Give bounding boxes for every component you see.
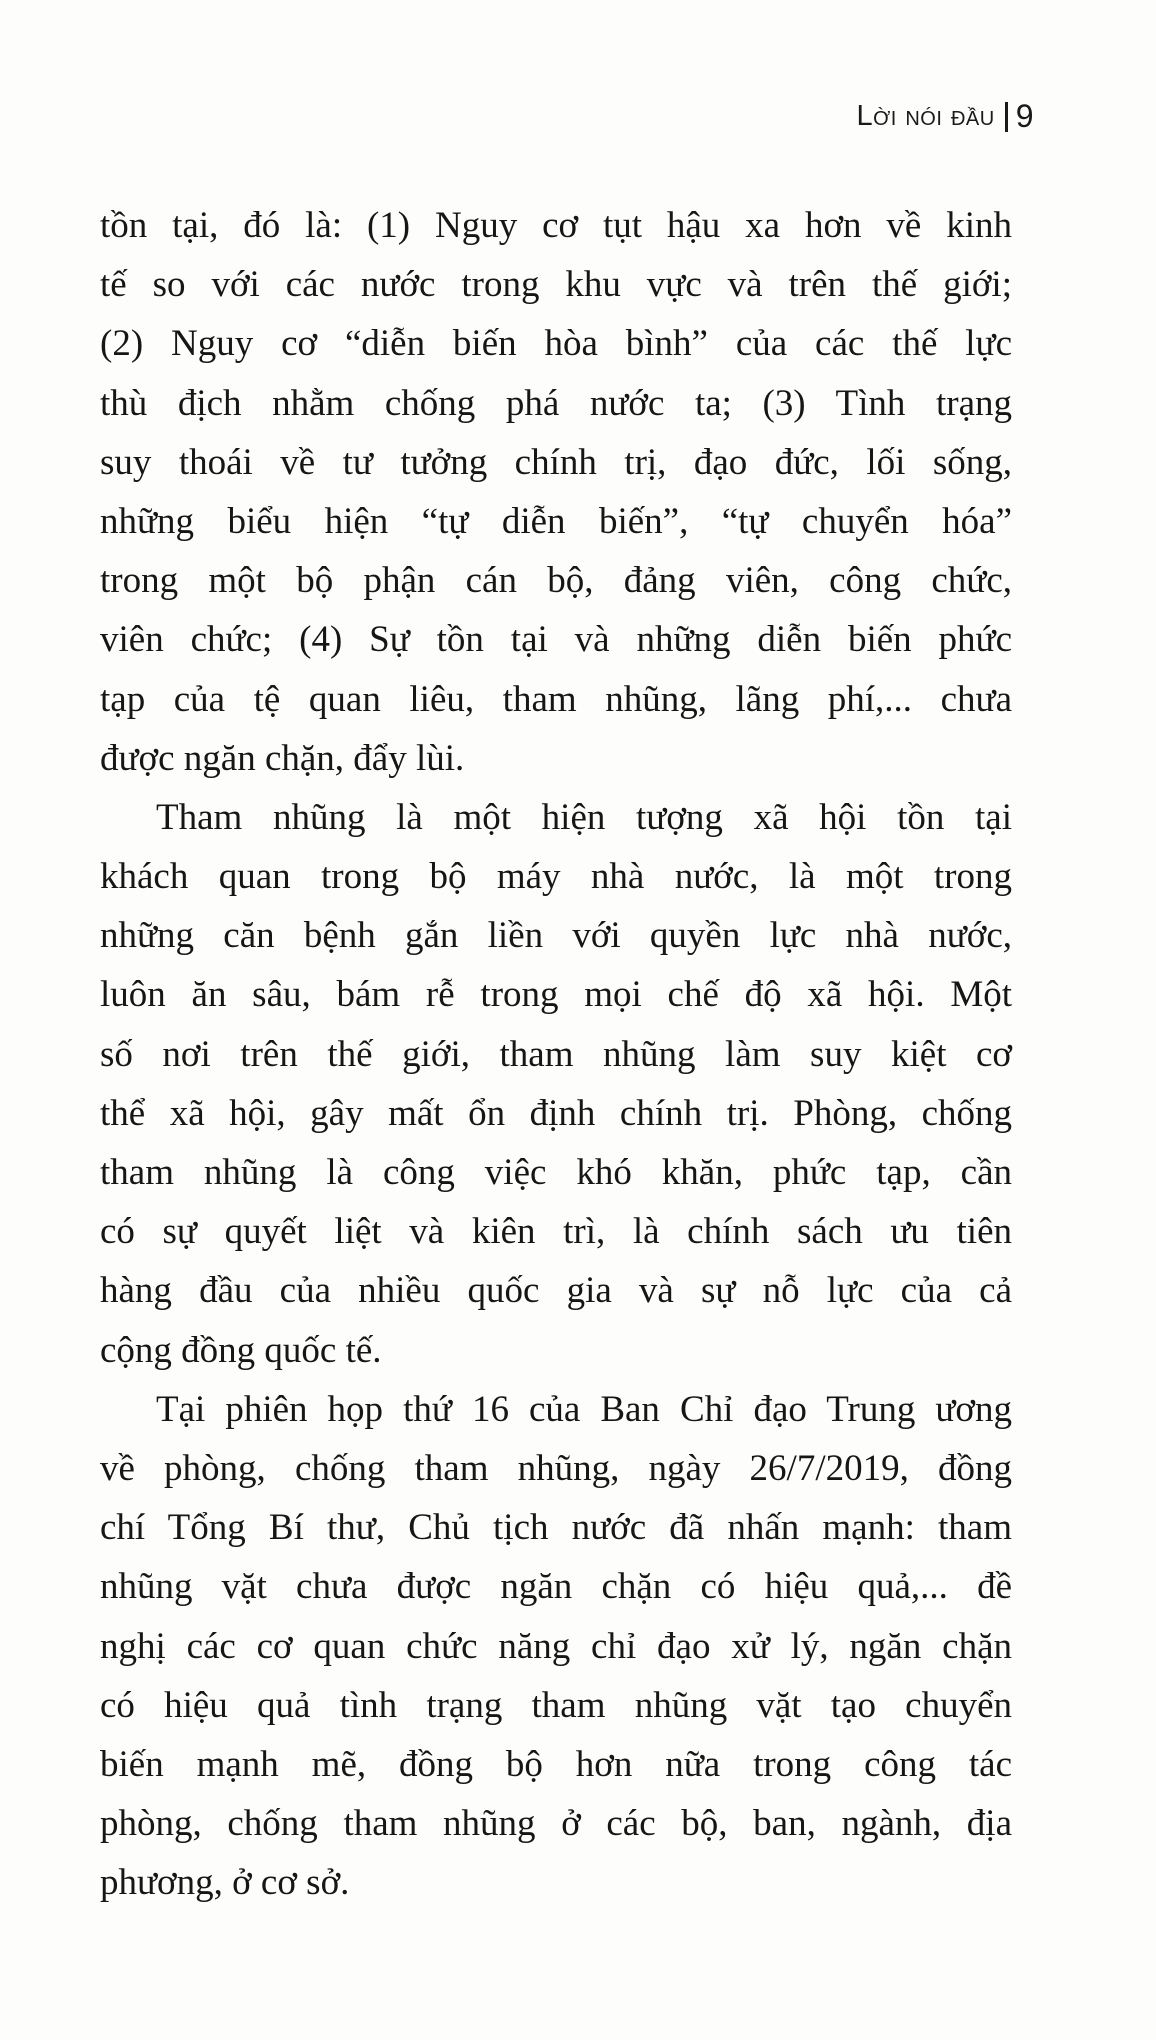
text-line: phòng, chống tham nhũng ở các bộ, ban, ngành, địa bbox=[100, 1803, 1012, 1845]
header-divider bbox=[1005, 102, 1008, 132]
text-line: khách quan trong bộ máy nhà nước, là một trong bbox=[100, 856, 1012, 898]
text-line: số nơi trên thế giới, tham nhũng làm suy kiệt cơ bbox=[100, 1033, 1012, 1075]
text-line: luôn ăn sâu, bám rễ trong mọi chế độ xã hội. Một bbox=[100, 974, 1012, 1016]
text-line: có hiệu quả tình trạng tham nhũng vặt tạo chuyển bbox=[100, 1684, 1012, 1726]
text-line: tồn tại, đó là: (1) Nguy cơ tụt hậu xa hơn về kinh bbox=[100, 205, 1012, 246]
page-number: 9 bbox=[1015, 98, 1034, 134]
paragraph-1 bbox=[100, 196, 1012, 788]
text-line: chí Tổng Bí thư, Chủ tịch nước đã nhấn mạnh: tham bbox=[100, 1507, 1012, 1549]
text-line: hàng đầu của nhiều quốc gia và sự nỗ lực của cả bbox=[100, 1270, 1012, 1312]
text-line: tạp của tệ quan liêu, tham nhũng, lãng phí,... chưa bbox=[100, 678, 1012, 720]
text-line: nghị các cơ quan chức năng chỉ đạo xử lý, ngăn chặn bbox=[100, 1625, 1012, 1667]
text-line: những căn bệnh gắn liền với quyền lực nhà nước, bbox=[100, 915, 1012, 957]
text-line: có sự quyết liệt và kiên trì, là chính sách ưu tiên bbox=[100, 1211, 1012, 1253]
text-line: viên chức; (4) Sự tồn tại và những diễn biến phức bbox=[100, 619, 1012, 661]
text-line: nhũng vặt chưa được ngăn chặn có hiệu quả,... đề bbox=[100, 1566, 1012, 1608]
text-line: cộng đồng quốc tế. bbox=[100, 1329, 382, 1371]
text-line: Tham nhũng là một hiện tượng xã hội tồn tại bbox=[156, 796, 1012, 838]
paragraph-2 bbox=[100, 788, 1012, 1380]
text-line: được ngăn chặn, đẩy lùi. bbox=[100, 737, 465, 779]
text-line: thể xã hội, gây mất ổn định chính trị. Phòng, chống bbox=[100, 1092, 1012, 1134]
text-line: về phòng, chống tham nhũng, ngày 26/7/2019, đồng bbox=[100, 1447, 1012, 1489]
body-text bbox=[100, 196, 1012, 1912]
running-title: Lời nói đầu bbox=[856, 100, 995, 132]
text-line: tế so với các nước trong khu vực và trên thế giới; bbox=[100, 264, 1012, 306]
running-header bbox=[856, 98, 1034, 135]
text-line: biến mạnh mẽ, đồng bộ hơn nữa trong công tác bbox=[100, 1743, 1012, 1785]
text-line: thù địch nhằm chống phá nước ta; (3) Tình trạng bbox=[100, 382, 1012, 424]
text-line: trong một bộ phận cán bộ, đảng viên, công chức, bbox=[100, 560, 1012, 602]
text-line: phương, ở cơ sở. bbox=[100, 1862, 350, 1904]
text-line: Tại phiên họp thứ 16 của Ban Chỉ đạo Trung ương bbox=[156, 1388, 1012, 1430]
paragraph-3 bbox=[100, 1380, 1012, 1913]
text-line: (2) Nguy cơ “diễn biến hòa bình” của các thế lực bbox=[100, 323, 1012, 365]
text-line: những biểu hiện “tự diễn biến”, “tự chuyển hóa” bbox=[100, 500, 1012, 542]
text-line: suy thoái về tư tưởng chính trị, đạo đức, lối sống, bbox=[100, 441, 1012, 483]
text-line: tham nhũng là công việc khó khăn, phức tạp, cần bbox=[100, 1152, 1012, 1193]
